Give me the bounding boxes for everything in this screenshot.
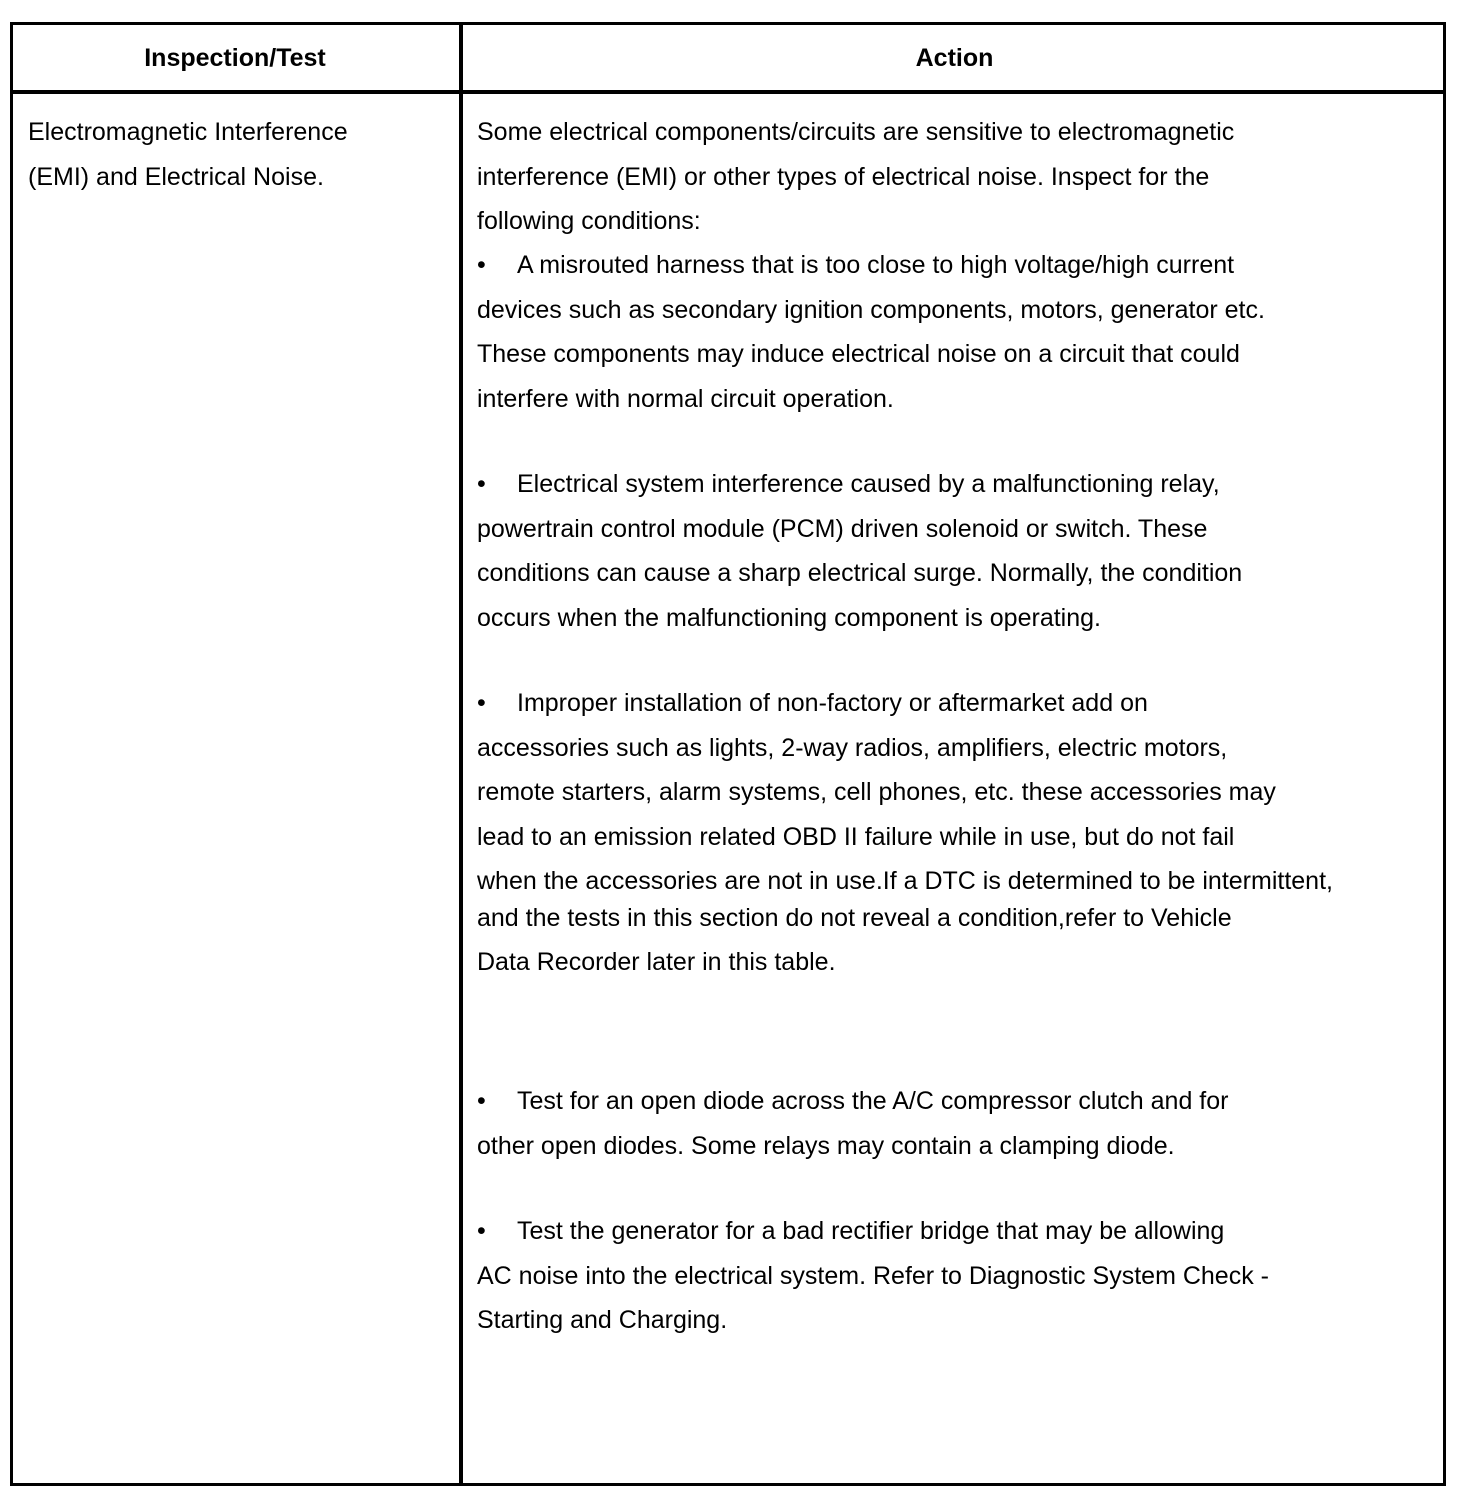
bullet-item-misrouted-harness: [477, 243, 1265, 421]
bullet-line: Improper installation of non-factory or aftermarket add on: [517, 689, 1148, 717]
bullet-line: powertrain control module (PCM) driven solenoid or switch. These: [477, 514, 1208, 543]
bullet-line: devices such as secondary ignition components, motors, generator etc.: [477, 295, 1265, 324]
bullet-line: Test the generator for a bad rectifier bridge that may be allowing: [517, 1217, 1225, 1245]
bullet-icon: •: [477, 1217, 486, 1245]
bullet-icon: •: [477, 689, 486, 717]
bullet-line: AC noise into the electrical system. Refer to Diagnostic System Check -: [477, 1261, 1269, 1290]
bullet-line: remote starters, alarm systems, cell phones, etc. these accessories may: [477, 778, 1276, 806]
header-inspection-test: Inspection/Test: [144, 44, 326, 72]
bullet-item-improper-installation: [477, 681, 1333, 985]
bullet-line: conditions can cause a sharp electrical surge. Normally, the condition: [477, 559, 1243, 587]
bullet-line: These components may induce electrical noise on a circuit that could: [477, 340, 1240, 368]
bullet-icon: •: [477, 470, 486, 498]
bullet-line: Data Recorder later in this table.: [477, 948, 836, 976]
bullet-line: Test for an open diode across the A/C compressor clutch and for: [517, 1087, 1229, 1115]
bullet-line: interfere with normal circuit operation.: [477, 384, 894, 413]
bullet-line: when the accessories are not in use.If a DTC is determined to be intermittent,: [477, 867, 1333, 895]
inspection-line: (EMI) and Electrical Noise.: [28, 162, 324, 191]
header-rule: [10, 90, 1446, 94]
bullet-item-system-interference: [477, 462, 1242, 640]
inspection-cell: [28, 110, 348, 199]
bullet-item-generator-test: [477, 1209, 1269, 1343]
bullet-line: A misrouted harness that is too close to high voltage/high current: [517, 251, 1235, 279]
column-divider: [459, 22, 463, 1486]
bullet-line: occurs when the malfunctioning component is operating.: [477, 603, 1101, 632]
header-action: Action: [915, 44, 994, 72]
bullet-line: other open diodes. Some relays may contain a clamping diode.: [477, 1131, 1175, 1160]
intro-paragraph: [477, 110, 1234, 244]
intro-line: interference (EMI) or other types of electrical noise. Inspect for the: [477, 162, 1210, 191]
bullet-item-open-diode: [477, 1079, 1229, 1168]
bullet-line: Starting and Charging.: [477, 1306, 728, 1334]
inspection-line: Electromagnetic Interference: [28, 118, 348, 146]
bullet-line: lead to an emission related OBD II failure while in use, but do not fail: [477, 822, 1235, 851]
bullet-line: Electrical system interference caused by a malfunctioning relay,: [517, 470, 1220, 498]
bullet-icon: •: [477, 251, 486, 279]
intro-line: following conditions:: [477, 207, 701, 235]
bullet-line: and the tests in this section do not reveal a condition,refer to Vehicle: [477, 903, 1232, 932]
intro-line: Some electrical components/circuits are sensitive to electromagnetic: [477, 118, 1235, 146]
bullet-icon: •: [477, 1087, 486, 1115]
bullet-line: accessories such as lights, 2-way radios, amplifiers, electric motors,: [477, 733, 1228, 762]
